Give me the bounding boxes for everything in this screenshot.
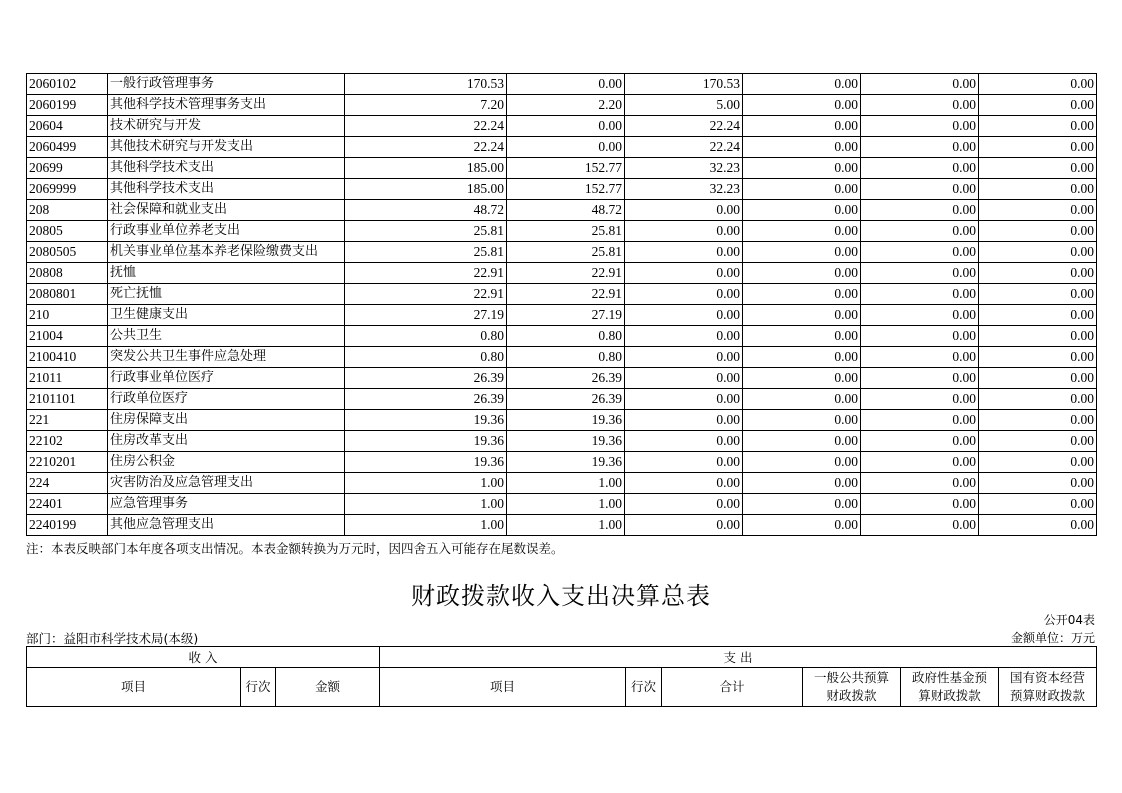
cell-name: 抚恤 <box>108 263 345 284</box>
state-capital-header-line2: 预算财政拨款 <box>1010 688 1086 703</box>
cell-total: 22.91 <box>345 284 507 305</box>
cell-col5: 0.00 <box>861 305 979 326</box>
cell-name: 其他科学技术支出 <box>108 179 345 200</box>
cell-project: 0.00 <box>625 389 743 410</box>
cell-col6: 0.00 <box>979 74 1097 95</box>
cell-name: 其他科学技术管理事务支出 <box>108 95 345 116</box>
cell-basic: 1.00 <box>507 473 625 494</box>
cell-col4: 0.00 <box>743 242 861 263</box>
cell-col4: 0.00 <box>743 95 861 116</box>
cell-total: 19.36 <box>345 452 507 473</box>
cell-code: 2060199 <box>27 95 108 116</box>
cell-project: 0.00 <box>625 284 743 305</box>
cell-total: 170.53 <box>345 74 507 95</box>
cell-col6: 0.00 <box>979 368 1097 389</box>
cell-code: 2240199 <box>27 515 108 536</box>
cell-project: 0.00 <box>625 263 743 284</box>
cell-col6: 0.00 <box>979 473 1097 494</box>
cell-name: 行政事业单位医疗 <box>108 368 345 389</box>
cell-name: 卫生健康支出 <box>108 305 345 326</box>
cell-total: 26.39 <box>345 368 507 389</box>
cell-basic: 25.81 <box>507 242 625 263</box>
cell-col6: 0.00 <box>979 95 1097 116</box>
cell-col6: 0.00 <box>979 158 1097 179</box>
table-row <box>27 158 1097 179</box>
income-line-header: 行次 <box>241 668 276 707</box>
table-row <box>27 494 1097 515</box>
expense-detail-table <box>26 73 1097 536</box>
cell-name: 公共卫生 <box>108 326 345 347</box>
cell-total: 25.81 <box>345 221 507 242</box>
cell-code: 208 <box>27 200 108 221</box>
cell-basic: 152.77 <box>507 179 625 200</box>
summary-table-header <box>26 646 1097 707</box>
cell-total: 7.20 <box>345 95 507 116</box>
gov-fund-header-line2: 算财政拨款 <box>918 688 981 703</box>
cell-name: 行政事业单位养老支出 <box>108 221 345 242</box>
cell-basic: 0.80 <box>507 326 625 347</box>
cell-col4: 0.00 <box>743 389 861 410</box>
cell-name: 其他技术研究与开发支出 <box>108 137 345 158</box>
cell-name: 死亡抚恤 <box>108 284 345 305</box>
general-budget-header-line2: 财政拨款 <box>826 688 877 703</box>
cell-project: 0.00 <box>625 305 743 326</box>
cell-basic: 26.39 <box>507 389 625 410</box>
cell-project: 0.00 <box>625 473 743 494</box>
cell-total: 27.19 <box>345 305 507 326</box>
cell-project: 0.00 <box>625 221 743 242</box>
cell-code: 20604 <box>27 116 108 137</box>
cell-col4: 0.00 <box>743 200 861 221</box>
state-capital-header-line1: 国有资本经营 <box>1010 670 1086 685</box>
cell-col5: 0.00 <box>861 473 979 494</box>
amount-unit-label: 金额单位：万元 <box>1010 631 1095 645</box>
cell-project: 22.24 <box>625 137 743 158</box>
cell-name: 社会保障和就业支出 <box>108 200 345 221</box>
cell-col6: 0.00 <box>979 116 1097 137</box>
table-row <box>27 200 1097 221</box>
cell-project: 0.00 <box>625 242 743 263</box>
cell-col5: 0.00 <box>861 326 979 347</box>
cell-name: 应急管理事务 <box>108 494 345 515</box>
table-row <box>27 137 1097 158</box>
cell-col4: 0.00 <box>743 158 861 179</box>
cell-project: 0.00 <box>625 431 743 452</box>
cell-total: 185.00 <box>345 179 507 200</box>
income-amount-header: 金额 <box>276 668 380 707</box>
cell-col6: 0.00 <box>979 200 1097 221</box>
cell-basic: 19.36 <box>507 431 625 452</box>
cell-basic: 26.39 <box>507 368 625 389</box>
table-row <box>27 284 1097 305</box>
general-budget-header-line1: 一般公共预算 <box>814 670 890 685</box>
cell-code: 2060102 <box>27 74 108 95</box>
cell-project: 5.00 <box>625 95 743 116</box>
cell-col6: 0.00 <box>979 431 1097 452</box>
cell-col4: 0.00 <box>743 326 861 347</box>
cell-col6: 0.00 <box>979 326 1097 347</box>
cell-col6: 0.00 <box>979 305 1097 326</box>
cell-col6: 0.00 <box>979 410 1097 431</box>
cell-col5: 0.00 <box>861 200 979 221</box>
cell-col4: 0.00 <box>743 74 861 95</box>
table-row <box>27 95 1097 116</box>
cell-project: 0.00 <box>625 326 743 347</box>
cell-basic: 2.20 <box>507 95 625 116</box>
cell-total: 19.36 <box>345 431 507 452</box>
cell-col4: 0.00 <box>743 368 861 389</box>
cell-project: 170.53 <box>625 74 743 95</box>
cell-code: 2060499 <box>27 137 108 158</box>
cell-total: 22.91 <box>345 263 507 284</box>
cell-col4: 0.00 <box>743 284 861 305</box>
cell-col4: 0.00 <box>743 263 861 284</box>
expense-section-header: 支 出 <box>380 647 1097 668</box>
cell-code: 2080801 <box>27 284 108 305</box>
cell-col4: 0.00 <box>743 452 861 473</box>
form-code: 公开04表 <box>1043 613 1095 627</box>
cell-col4: 0.00 <box>743 431 861 452</box>
gov-fund-header-line1: 政府性基金预 <box>912 670 988 685</box>
cell-basic: 27.19 <box>507 305 625 326</box>
cell-name: 一般行政管理事务 <box>108 74 345 95</box>
table-row <box>27 305 1097 326</box>
cell-col6: 0.00 <box>979 452 1097 473</box>
table-row <box>27 452 1097 473</box>
cell-col6: 0.00 <box>979 221 1097 242</box>
cell-code: 21004 <box>27 326 108 347</box>
cell-col5: 0.00 <box>861 137 979 158</box>
cell-project: 0.00 <box>625 200 743 221</box>
cell-col6: 0.00 <box>979 284 1097 305</box>
cell-name: 机关事业单位基本养老保险缴费支出 <box>108 242 345 263</box>
table-row <box>27 368 1097 389</box>
cell-basic: 0.00 <box>507 74 625 95</box>
table-row <box>27 410 1097 431</box>
cell-col6: 0.00 <box>979 137 1097 158</box>
cell-col5: 0.00 <box>861 158 979 179</box>
cell-col5: 0.00 <box>861 74 979 95</box>
general-budget-header <box>803 668 901 707</box>
expense-item-header: 项目 <box>380 668 626 707</box>
cell-col4: 0.00 <box>743 410 861 431</box>
cell-project: 32.23 <box>625 158 743 179</box>
cell-project: 0.00 <box>625 410 743 431</box>
cell-col5: 0.00 <box>861 284 979 305</box>
cell-col5: 0.00 <box>861 431 979 452</box>
cell-basic: 1.00 <box>507 515 625 536</box>
cell-project: 0.00 <box>625 452 743 473</box>
cell-code: 224 <box>27 473 108 494</box>
table-row <box>27 347 1097 368</box>
table-row <box>27 473 1097 494</box>
cell-col6: 0.00 <box>979 515 1097 536</box>
table-row <box>27 242 1097 263</box>
table-row <box>27 221 1097 242</box>
cell-total: 19.36 <box>345 410 507 431</box>
cell-name: 行政单位医疗 <box>108 389 345 410</box>
cell-col5: 0.00 <box>861 263 979 284</box>
cell-project: 32.23 <box>625 179 743 200</box>
cell-total: 48.72 <box>345 200 507 221</box>
cell-name: 灾害防治及应急管理支出 <box>108 473 345 494</box>
cell-total: 22.24 <box>345 137 507 158</box>
cell-basic: 22.91 <box>507 284 625 305</box>
cell-col4: 0.00 <box>743 515 861 536</box>
cell-project: 0.00 <box>625 347 743 368</box>
cell-col5: 0.00 <box>861 95 979 116</box>
cell-code: 2080505 <box>27 242 108 263</box>
cell-code: 2101101 <box>27 389 108 410</box>
cell-code: 20808 <box>27 263 108 284</box>
cell-code: 210 <box>27 305 108 326</box>
table-row <box>27 74 1097 95</box>
cell-col4: 0.00 <box>743 179 861 200</box>
cell-total: 25.81 <box>345 242 507 263</box>
cell-basic: 0.00 <box>507 116 625 137</box>
cell-basic: 22.91 <box>507 263 625 284</box>
cell-col5: 0.00 <box>861 452 979 473</box>
cell-basic: 25.81 <box>507 221 625 242</box>
department-label: 部门：益阳市科学技术局(本级) <box>26 631 199 646</box>
cell-total: 26.39 <box>345 389 507 410</box>
cell-col4: 0.00 <box>743 494 861 515</box>
cell-code: 22401 <box>27 494 108 515</box>
cell-code: 221 <box>27 410 108 431</box>
cell-name: 其他科学技术支出 <box>108 158 345 179</box>
cell-code: 2100410 <box>27 347 108 368</box>
cell-col5: 0.00 <box>861 410 979 431</box>
table-row <box>27 389 1097 410</box>
cell-col6: 0.00 <box>979 494 1097 515</box>
cell-col4: 0.00 <box>743 305 861 326</box>
cell-total: 22.24 <box>345 116 507 137</box>
cell-col5: 0.00 <box>861 242 979 263</box>
table-row <box>27 263 1097 284</box>
cell-col6: 0.00 <box>979 347 1097 368</box>
gov-fund-header <box>901 668 999 707</box>
cell-basic: 0.00 <box>507 137 625 158</box>
state-capital-header <box>999 668 1097 707</box>
cell-project: 0.00 <box>625 368 743 389</box>
cell-col6: 0.00 <box>979 242 1097 263</box>
table-note: 注：本表反映部门本年度各项支出情况。本表金额转换为万元时，因四舍五入可能存在尾数误差。 <box>26 541 564 556</box>
cell-name: 技术研究与开发 <box>108 116 345 137</box>
cell-col6: 0.00 <box>979 179 1097 200</box>
cell-total: 1.00 <box>345 515 507 536</box>
expense-total-header: 合计 <box>662 668 803 707</box>
cell-name: 其他应急管理支出 <box>108 515 345 536</box>
cell-code: 20805 <box>27 221 108 242</box>
cell-col4: 0.00 <box>743 473 861 494</box>
cell-col5: 0.00 <box>861 221 979 242</box>
cell-total: 185.00 <box>345 158 507 179</box>
cell-col5: 0.00 <box>861 116 979 137</box>
cell-total: 1.00 <box>345 494 507 515</box>
cell-name: 住房保障支出 <box>108 410 345 431</box>
cell-col5: 0.00 <box>861 515 979 536</box>
cell-code: 2069999 <box>27 179 108 200</box>
cell-total: 1.00 <box>345 473 507 494</box>
income-item-header: 项目 <box>27 668 241 707</box>
cell-code: 22102 <box>27 431 108 452</box>
cell-col4: 0.00 <box>743 116 861 137</box>
table-row <box>27 326 1097 347</box>
cell-basic: 19.36 <box>507 452 625 473</box>
cell-name: 突发公共卫生事件应急处理 <box>108 347 345 368</box>
cell-total: 0.80 <box>345 347 507 368</box>
table-row <box>27 116 1097 137</box>
cell-basic: 152.77 <box>507 158 625 179</box>
cell-basic: 1.00 <box>507 494 625 515</box>
cell-basic: 0.80 <box>507 347 625 368</box>
cell-name: 住房公积金 <box>108 452 345 473</box>
page-title: 财政拨款收入支出决算总表 <box>411 582 711 610</box>
cell-col5: 0.00 <box>861 179 979 200</box>
cell-name: 住房改革支出 <box>108 431 345 452</box>
cell-col5: 0.00 <box>861 347 979 368</box>
cell-col5: 0.00 <box>861 389 979 410</box>
cell-col4: 0.00 <box>743 137 861 158</box>
cell-col5: 0.00 <box>861 494 979 515</box>
cell-col5: 0.00 <box>861 368 979 389</box>
cell-col6: 0.00 <box>979 263 1097 284</box>
cell-project: 22.24 <box>625 116 743 137</box>
cell-project: 0.00 <box>625 494 743 515</box>
expense-line-header: 行次 <box>626 668 662 707</box>
cell-code: 20699 <box>27 158 108 179</box>
income-section-header: 收 入 <box>27 647 380 668</box>
cell-code: 21011 <box>27 368 108 389</box>
cell-project: 0.00 <box>625 515 743 536</box>
cell-basic: 48.72 <box>507 200 625 221</box>
table-row <box>27 179 1097 200</box>
cell-total: 0.80 <box>345 326 507 347</box>
cell-col4: 0.00 <box>743 347 861 368</box>
cell-basic: 19.36 <box>507 410 625 431</box>
table-row <box>27 431 1097 452</box>
cell-col6: 0.00 <box>979 389 1097 410</box>
cell-code: 2210201 <box>27 452 108 473</box>
cell-col4: 0.00 <box>743 221 861 242</box>
table-row <box>27 515 1097 536</box>
